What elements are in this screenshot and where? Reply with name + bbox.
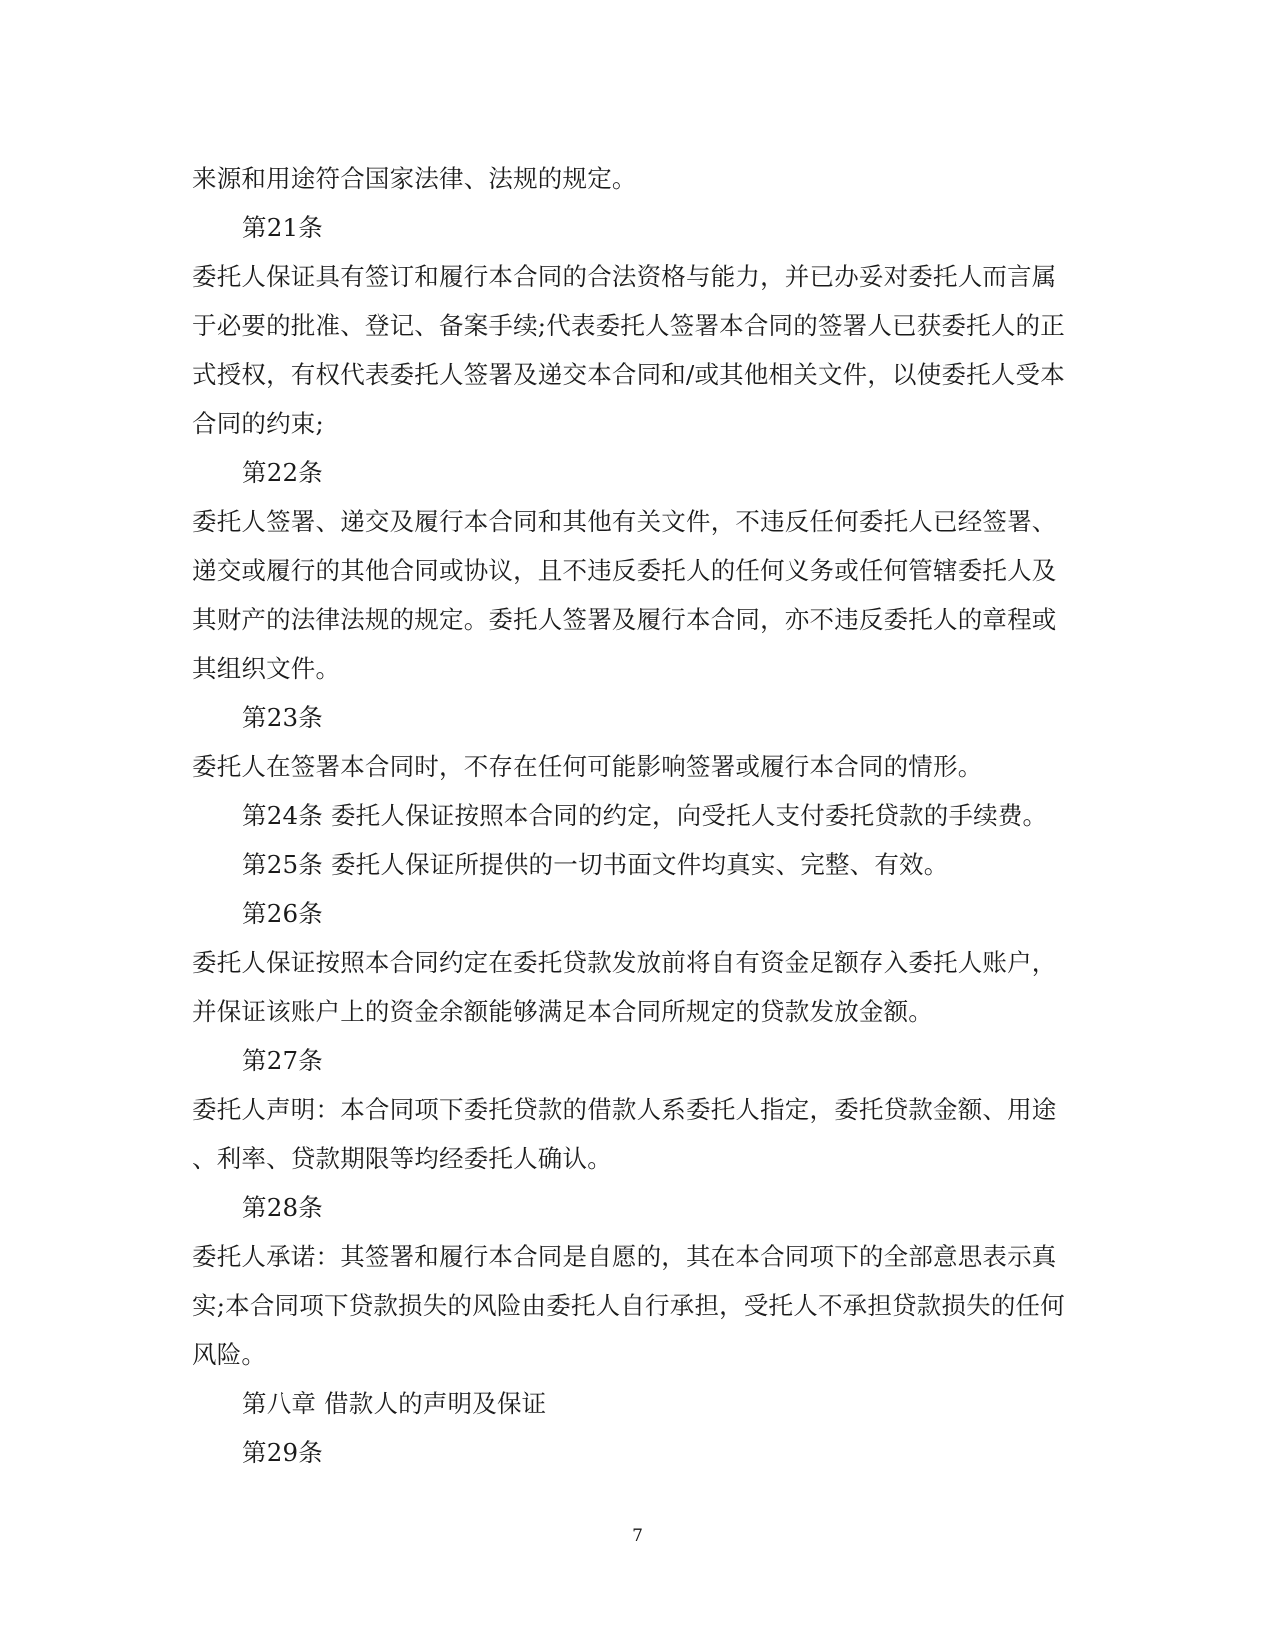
article-heading: 第22条 <box>242 458 323 487</box>
body-line: 并保证该账户上的资金余额能够满足本合同所规定的贷款发放金额。 <box>192 997 933 1026</box>
body-line: 委托人保证具有签订和履行本合同的合法资格与能力，并已办妥对委托人而言属 <box>192 262 1057 291</box>
article-heading: 第27条 <box>242 1046 323 1075</box>
body-line: 其财产的法律法规的规定。委托人签署及履行本合同，亦不违反委托人的章程或 <box>192 605 1057 634</box>
body-line: 于必要的批准、登记、备案手续;代表委托人签署本合同的签署人已获委托人的正 <box>192 311 1065 340</box>
article-line: 第24条 委托人保证按照本合同的约定，向受托人支付委托贷款的手续费。 <box>242 801 1048 830</box>
article-heading: 第23条 <box>242 703 323 732</box>
body-line: 委托人在签署本合同时，不存在任何可能影响签署或履行本合同的情形。 <box>192 752 983 781</box>
body-line: 式授权，有权代表委托人签署及递交本合同和/或其他相关文件，以使委托人受本 <box>192 360 1065 389</box>
body-line: 其组织文件。 <box>192 654 341 683</box>
body-line: 来源和用途符合国家法律、法规的规定。 <box>192 164 637 193</box>
page-number: 7 <box>632 1526 643 1546</box>
body-line: 递交或履行的其他合同或协议，且不违反委托人的任何义务或任何管辖委托人及 <box>192 556 1057 585</box>
article-heading: 第21条 <box>242 213 323 242</box>
body-line: 委托人保证按照本合同约定在委托贷款发放前将自有资金足额存入委托人账户， <box>192 948 1057 977</box>
article-heading: 第29条 <box>242 1438 323 1467</box>
article-line: 第25条 委托人保证所提供的一切书面文件均真实、完整、有效。 <box>242 850 949 879</box>
document-body <box>192 154 1092 1477</box>
article-heading: 第26条 <box>242 899 323 928</box>
body-line: 合同的约束; <box>192 409 324 438</box>
body-line: 实;本合同项下贷款损失的风险由委托人自行承担，受托人不承担贷款损失的任何 <box>192 1291 1065 1320</box>
body-line: 风险。 <box>192 1340 267 1369</box>
body-line: 委托人承诺：其签署和履行本合同是自愿的，其在本合同项下的全部意思表示真 <box>192 1242 1057 1271</box>
body-line: 、利率、贷款期限等均经委托人确认。 <box>192 1144 612 1173</box>
body-line: 委托人声明：本合同项下委托贷款的借款人系委托人指定，委托贷款金额、用途 <box>192 1095 1057 1124</box>
article-heading: 第28条 <box>242 1193 323 1222</box>
body-line: 委托人签署、递交及履行本合同和其他有关文件，不违反任何委托人已经签署、 <box>192 507 1057 536</box>
chapter-heading: 第八章 借款人的声明及保证 <box>242 1389 547 1418</box>
